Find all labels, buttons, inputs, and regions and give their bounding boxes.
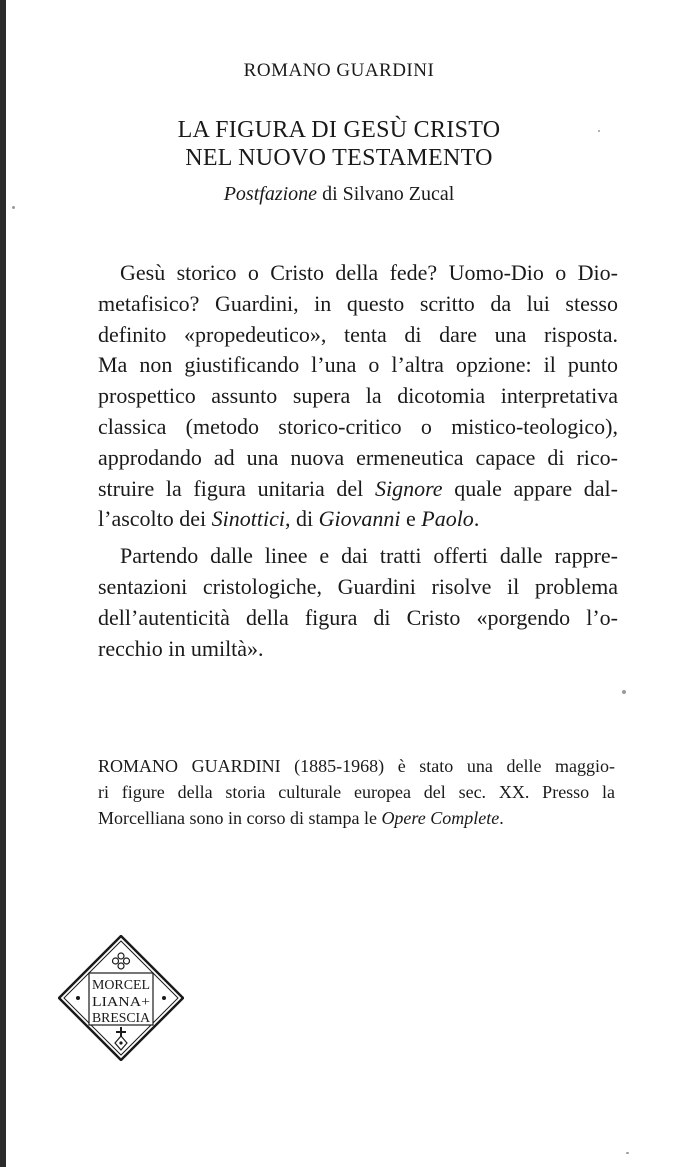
bio-line: ri figure della storia culturale europea del sec. XX. Presso la bbox=[98, 782, 615, 802]
blurb-italic: Paolo bbox=[421, 506, 474, 532]
blurb-line: approdando ad una nuova ermeneutica capace di rico- bbox=[98, 444, 618, 470]
book-title-line-2: NEL NUOVO TESTAMENTO bbox=[185, 145, 493, 171]
blurb-italic: Signore bbox=[374, 475, 443, 501]
author-bio bbox=[98, 753, 615, 831]
publisher-logo bbox=[58, 935, 184, 1061]
logo-ornament-top-icon bbox=[113, 953, 130, 969]
blurb-line bbox=[98, 504, 618, 535]
blurb-italic: Sinottici bbox=[211, 506, 285, 532]
blurb-line: prospettico assunto supera la dicotomia interpretativa bbox=[98, 383, 618, 409]
blurb-paragraph-1 bbox=[98, 258, 618, 535]
logo-ornament-bottom-icon bbox=[115, 1027, 127, 1050]
subtitle bbox=[0, 183, 678, 206]
blurb-line: Ma non giustificando l’una o l’altra opzione: il punto bbox=[98, 352, 618, 378]
logo-row-3: BRESCIA bbox=[92, 1011, 151, 1026]
blurb-line bbox=[98, 474, 618, 505]
blurb-text: , di bbox=[284, 506, 319, 532]
subtitle-italic: Postfazione bbox=[223, 183, 318, 205]
blurb-line: definito «propedeutico», tenta di dare una risposta. bbox=[98, 321, 618, 347]
logo-row-1: MORCEL bbox=[92, 978, 150, 993]
blurb-text: struire la figura unitaria del bbox=[98, 475, 375, 501]
logo-row-2: LIANA+ bbox=[92, 995, 151, 1010]
blurb-line: Gesù storico o Cristo della fede? Uomo-Dio o Dio- bbox=[120, 260, 618, 285]
paper-speck bbox=[12, 206, 15, 209]
page-edge bbox=[0, 0, 6, 1167]
book-title-line-1: LA FIGURA DI GESÙ CRISTO bbox=[177, 117, 501, 143]
paper-speck bbox=[622, 690, 626, 694]
paper-speck bbox=[598, 130, 600, 132]
blurb bbox=[98, 258, 618, 664]
blurb-text: l’ascolto dei bbox=[98, 506, 212, 532]
bio-text: . bbox=[499, 808, 504, 828]
logo-dot-right bbox=[162, 996, 166, 1000]
subtitle-rest: di Silvano Zucal bbox=[317, 183, 455, 205]
blurb-line: recchio in umiltà». bbox=[98, 635, 264, 661]
author-name: ROMANO GUARDINI bbox=[243, 60, 435, 81]
blurb-italic: Giovanni bbox=[318, 506, 401, 532]
blurb-line: Partendo dalle linee e dai tratti offerti dalle rappre- bbox=[120, 543, 618, 569]
blurb-text: quale appare dal- bbox=[442, 475, 618, 501]
bio-text: Morcelliana sono in corso di stampa le bbox=[98, 808, 382, 828]
blurb-text: . bbox=[473, 506, 480, 532]
paper-speck bbox=[626, 1152, 629, 1154]
bio-line: ROMANO GUARDINI (1885-1968) è stato una delle maggio- bbox=[98, 756, 615, 776]
blurb-line: metafisico? Guardini, in questo scritto da lui stesso bbox=[98, 290, 618, 316]
logo-dot-left bbox=[76, 996, 80, 1000]
book-title bbox=[0, 116, 678, 172]
blurb-line: dell’autenticità della figura di Cristo «porgendo l’o- bbox=[98, 604, 618, 630]
blurb-paragraph-2 bbox=[98, 541, 618, 664]
blurb-line: classica (metodo storico-critico o mistico-teologico), bbox=[98, 413, 618, 439]
blurb-text: e bbox=[400, 506, 422, 532]
blurb-line: sentazioni cristologiche, Guardini risolve il problema bbox=[98, 573, 618, 599]
bio-line bbox=[98, 805, 615, 831]
bio-italic: Opere Complete bbox=[381, 808, 500, 828]
